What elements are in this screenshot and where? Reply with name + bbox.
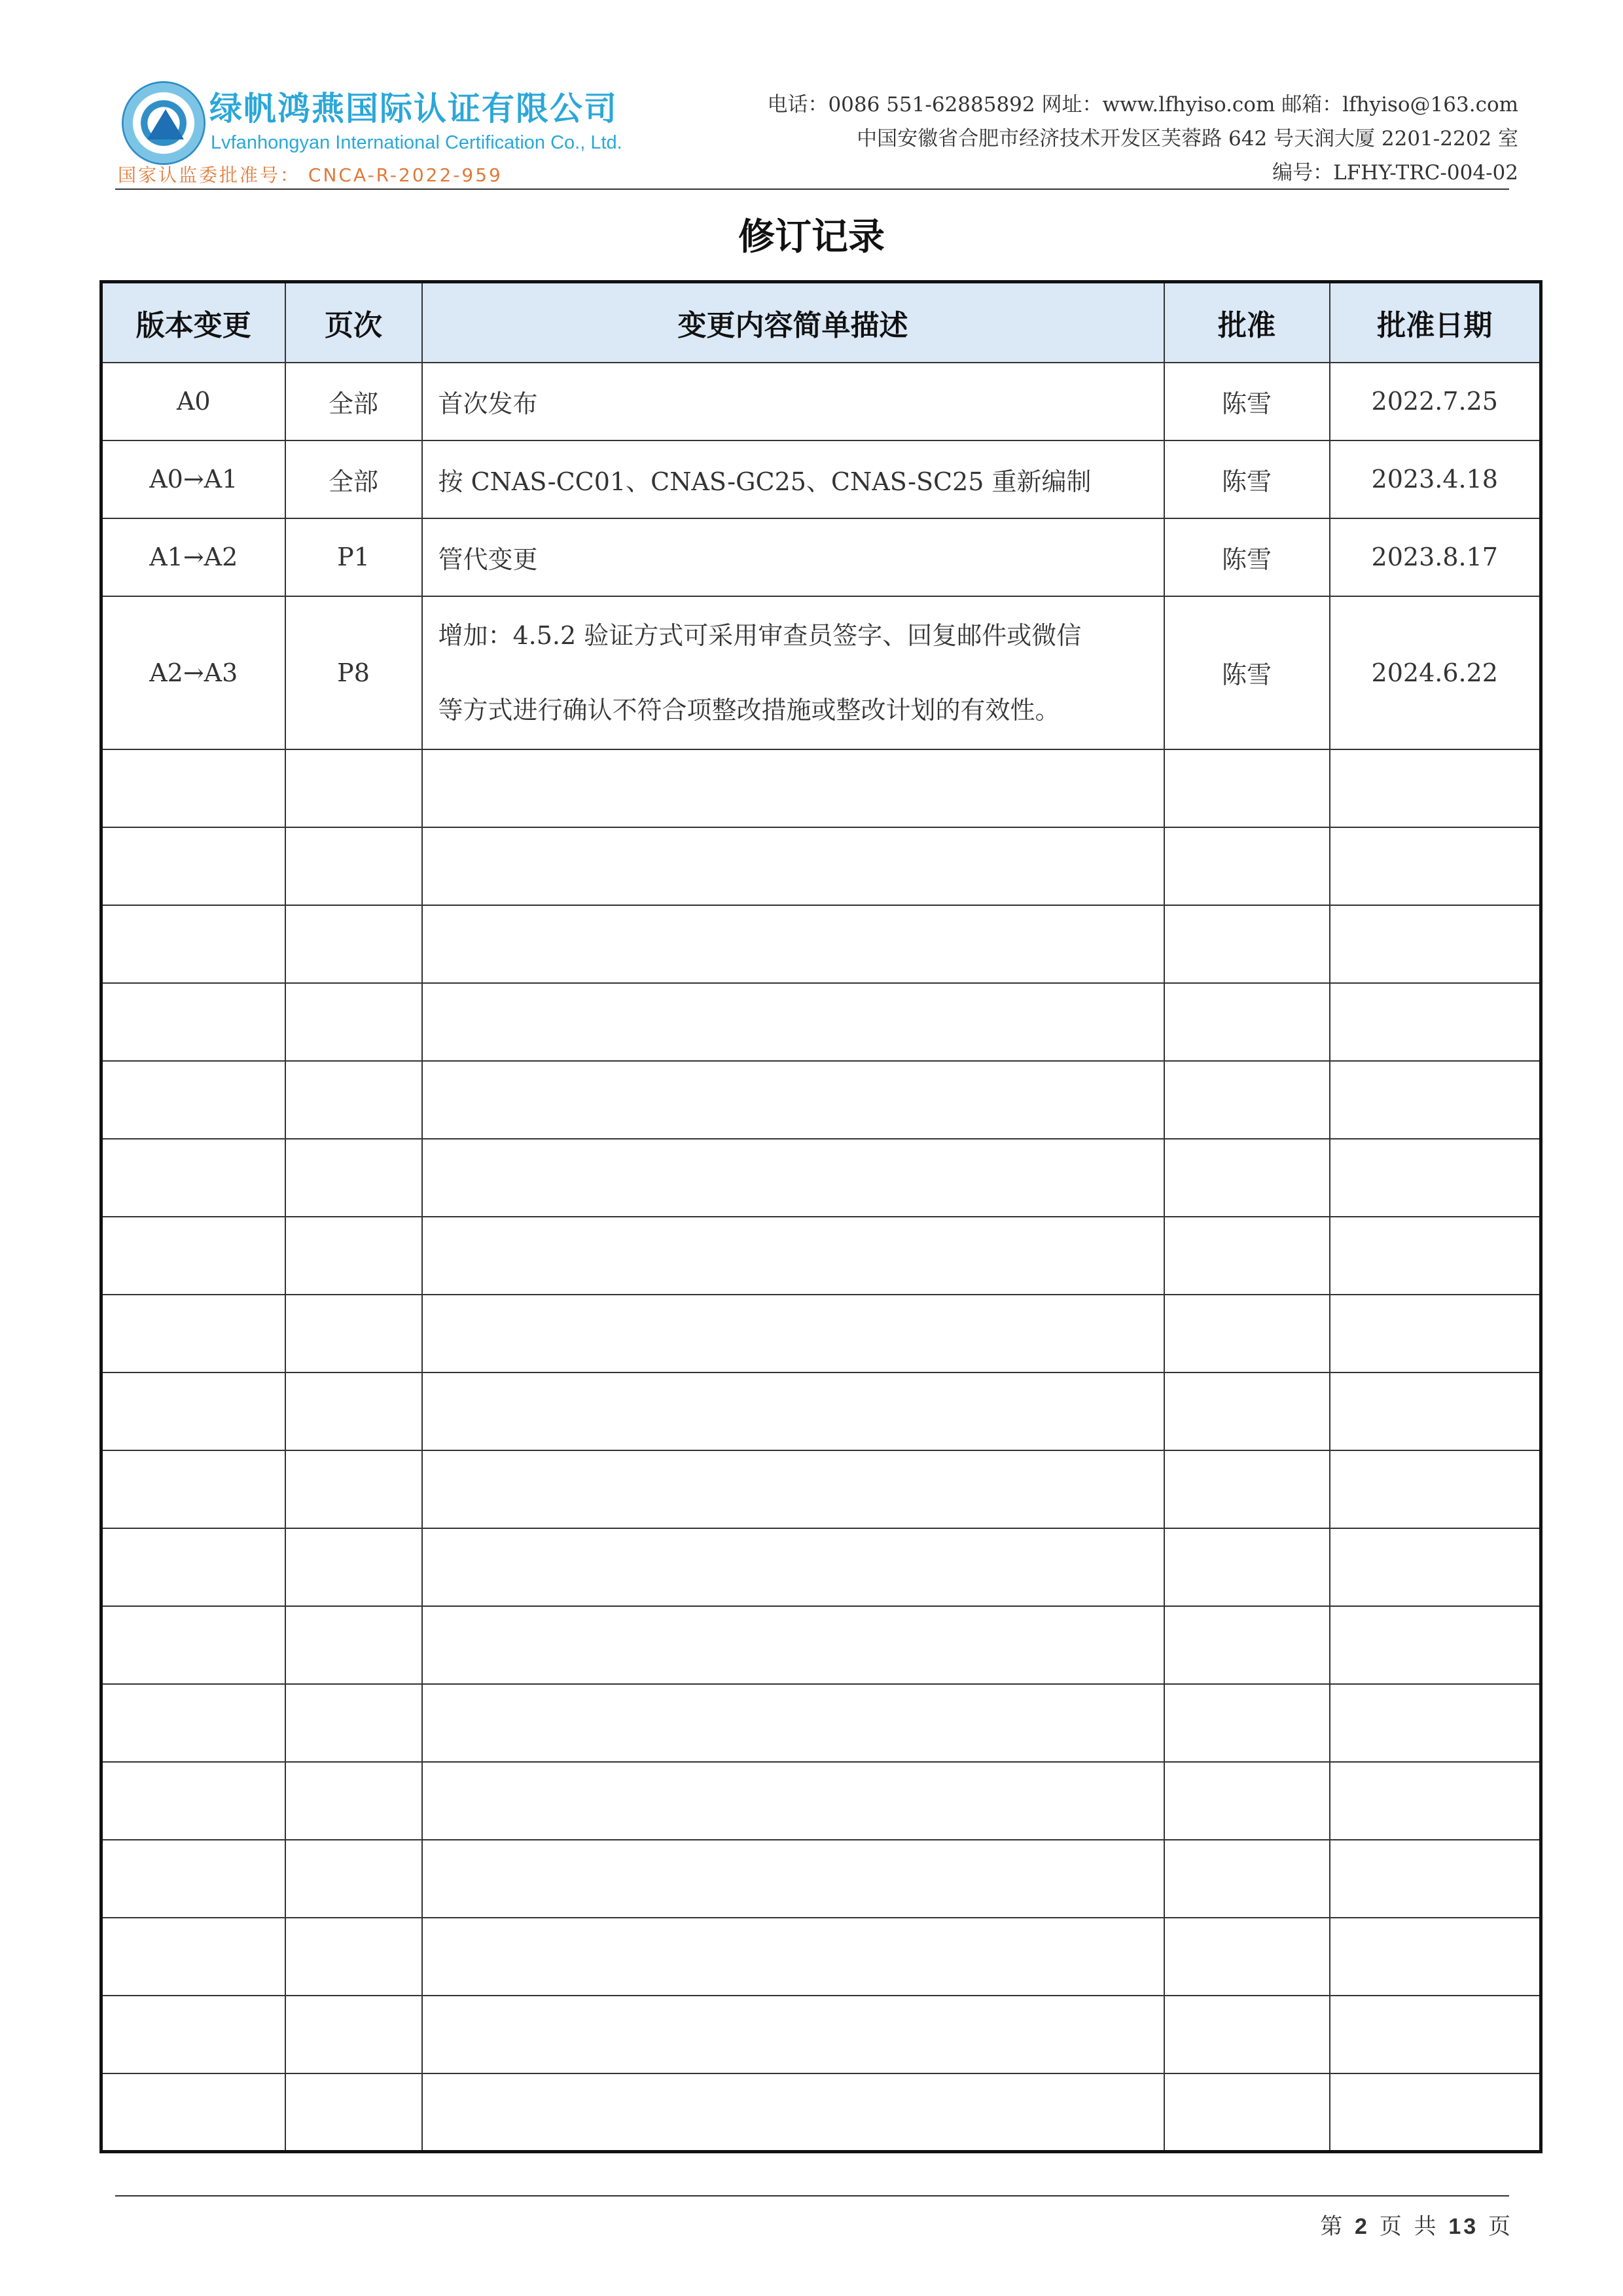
logo-company-name-cn: 绿帆鸿燕国际认证有限公司 [209,90,618,128]
header-divider [115,188,1509,190]
empty-row [101,1840,1541,1918]
company-logo [118,77,622,188]
empty-row [101,749,1541,827]
cell-date: 2022.7.25 [1330,363,1541,440]
empty-row [101,2073,1541,2151]
revision-table [99,280,1543,2153]
description-line-2: 等方式进行确认不符合项整改措施或整改计划的有效性。 [438,695,1060,725]
table-row [101,363,1541,440]
empty-row [101,1295,1541,1372]
page-suffix: 页 [1488,2214,1513,2240]
table-row [101,518,1541,596]
cell-date: 2024.6.22 [1330,596,1541,749]
cell-approver: 陈雪 [1164,518,1330,596]
header-date: 批准日期 [1330,282,1541,363]
page-total: 13 [1448,2214,1479,2239]
empty-row [101,1684,1541,1762]
cell-approver: 陈雪 [1164,596,1330,749]
empty-row [101,1217,1541,1295]
cell-version: A0 [101,363,285,440]
cell-description: 按 CNAS-CC01、CNAS-GC25、CNAS-SC25 重新编制 [422,440,1164,518]
table-header-row [101,282,1541,363]
page-mid: 页 共 [1379,2214,1439,2240]
cell-version: A1→A2 [101,518,285,596]
empty-row [101,1139,1541,1217]
cell-page: 全部 [285,363,422,440]
cell-page: P1 [285,518,422,596]
seal-icon [122,81,205,165]
contact-line: 电话：0086 551-62885892 网址：www.lfhyiso.com 邮箱：lfhyiso@163.com [767,93,1518,117]
empty-row [101,1762,1541,1840]
logo-approval-number: 国家认监委批准号： CNCA-R-2022-959 [118,164,503,186]
cell-version: A2→A3 [101,596,285,749]
cell-date: 2023.4.18 [1330,440,1541,518]
cell-description: 管代变更 [422,518,1164,596]
cell-description [422,596,1164,749]
cell-date: 2023.8.17 [1330,518,1541,596]
header-page: 页次 [285,282,422,363]
header-contact-block [767,88,1518,190]
empty-row [101,1606,1541,1684]
header-version: 版本变更 [101,282,285,363]
page-title: 修订记录 [738,216,885,259]
header-description: 变更内容简单描述 [422,282,1164,363]
page-current: 2 [1355,2214,1370,2239]
header-approver: 批准 [1164,282,1330,363]
logo-company-name-en: Lvfanhongyan International Certification Co., Ltd. [211,132,622,153]
page-number [1320,2208,1513,2240]
cell-version: A0→A1 [101,440,285,518]
cell-page: P8 [285,596,422,749]
table-row [101,440,1541,518]
cell-approver: 陈雪 [1164,363,1330,440]
doc-number-line: 编号：LFHY-TRC-004-02 [1272,161,1518,185]
empty-row [101,1996,1541,2073]
footer-divider [115,2195,1509,2197]
empty-row [101,983,1541,1061]
address-line: 中国安徽省合肥市经济技术开发区芙蓉路 642 号天润大厦 2201-2202 室 [857,127,1518,151]
empty-row [101,1918,1541,1996]
empty-row [101,1061,1541,1139]
empty-row [101,827,1541,905]
cell-approver: 陈雪 [1164,440,1330,518]
empty-row [101,1528,1541,1606]
description-line-1: 增加：4.5.2 验证方式可采用审查员签字、回复邮件或微信 [438,620,1082,650]
page-header [0,0,1623,191]
empty-row [101,1372,1541,1450]
empty-row [101,1450,1541,1528]
empty-row [101,905,1541,983]
cell-description: 首次发布 [422,363,1164,440]
cell-page: 全部 [285,440,422,518]
table-row [101,596,1541,749]
page-prefix: 第 [1320,2214,1346,2240]
